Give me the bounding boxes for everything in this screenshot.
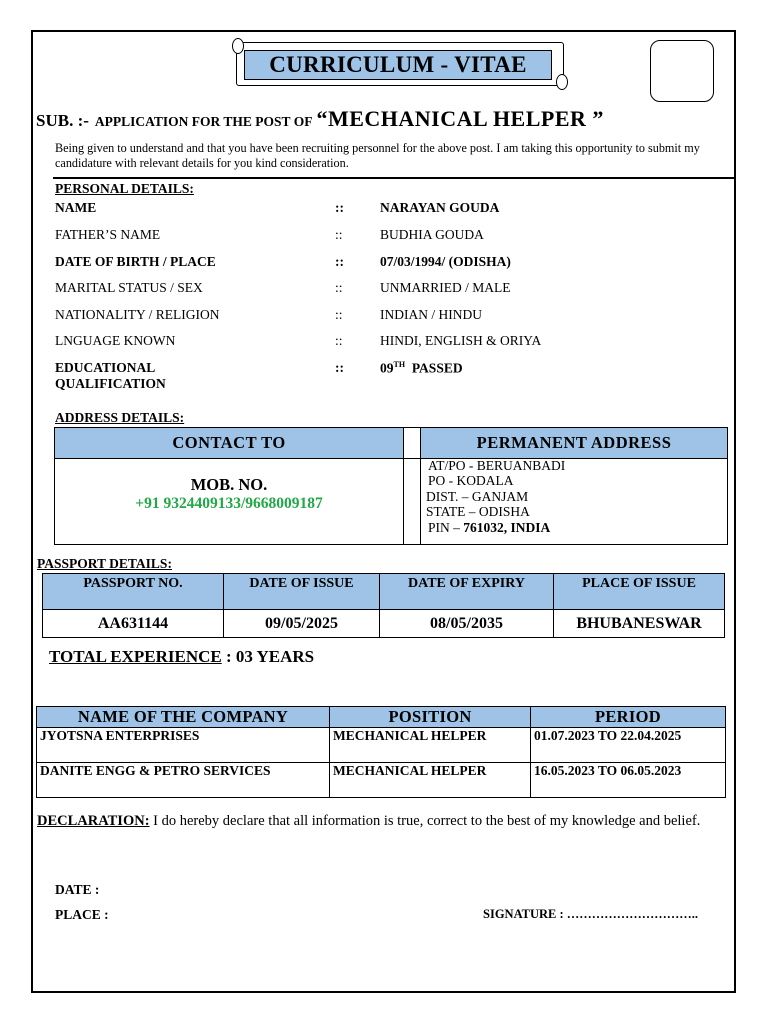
field-label: FATHER’S NAME [55,227,161,242]
permanent-address-header: PERMANENT ADDRESS [421,428,727,459]
total-experience-value: : 03 YEARS [221,647,315,666]
declaration-text: I do hereby declare that all information is true, correct to the best of my knowledge and belief. [149,813,701,829]
period: 16.05.2023 TO 06.05.2023 [531,763,726,798]
field-separator: :: [335,200,344,215]
mobile-label: MOB. NO. [190,475,268,494]
passport-header-cell: PLACE OF ISSUE [554,574,725,610]
total-experience-label: TOTAL EXPERIENCE [49,647,222,666]
divider [53,177,735,179]
subject-prefix: SUB. :- [36,111,89,130]
field-separator: :: [335,333,343,348]
scroll-curl-left [232,38,244,54]
field-label: EDUCATIONAL [55,360,156,375]
subject-line [36,106,604,132]
pin-value: 761032, INDIA [463,520,551,535]
address-pin [428,520,550,536]
address-line: AT/PO - BERUANBADI [428,458,566,473]
scroll-curl-right [556,74,568,90]
column-divider [420,428,421,544]
place-field: PLACE : [55,907,109,922]
education-result: PASSED [411,360,463,376]
address-line: DIST. – GANJAM [426,489,529,504]
field-separator: :: [335,307,343,322]
period: 01.07.2023 TO 22.04.2025 [531,728,726,763]
passport-issue-date: 09/05/2025 [224,610,380,638]
field-value: INDIAN / HINDU [380,307,482,322]
field-value: BUDHIA GOUDA [380,227,484,242]
table-row [37,728,726,763]
position: MECHANICAL HELPER [330,763,531,798]
declaration-label: DECLARATION: [37,813,150,829]
education-level: 09 [380,360,394,376]
header-gap [403,428,421,459]
address-details-heading: ADDRESS DETAILS: [55,410,185,425]
experience-header-cell: PERIOD [531,707,726,728]
passport-header-row [43,574,725,610]
field-label: DATE OF BIRTH / PLACE [55,254,216,269]
column-divider [403,428,404,544]
passport-data-row [43,610,725,638]
mobile-number: +91 9324409133/9668009187 [135,495,323,512]
address-line: PO - KODALA [428,473,514,488]
field-separator: :: [335,227,343,242]
experience-header-row [37,707,726,728]
field-label: NATIONALITY / RELIGION [55,307,220,322]
field-label: MARITAL STATUS / SEX [55,280,203,295]
passport-header-cell: DATE OF ISSUE [224,574,380,610]
subject-text: APPLICATION FOR THE POST OF [94,114,313,129]
position: MECHANICAL HELPER [330,728,531,763]
field-separator: :: [335,254,344,269]
declaration [37,812,727,830]
photo-placeholder [650,40,714,102]
personal-details-heading: PERSONAL DETAILS: [55,181,194,196]
company-name: JYOTSNA ENTERPRISES [37,728,330,763]
passport-details-heading: PASSPORT DETAILS: [37,556,172,571]
subject-post: “MECHANICAL HELPER ” [316,106,604,131]
date-field: DATE : [55,882,100,897]
experience-header-cell: NAME OF THE COMPANY [37,707,330,728]
field-label: LNGUAGE KNOWN [55,333,176,348]
passport-header-cell: PASSPORT NO. [43,574,224,610]
field-value [380,360,463,377]
pin-label: PIN – [428,520,460,535]
experience-table [36,706,726,798]
field-label-line2: QUALIFICATION [55,376,166,391]
field-label: NAME [55,200,97,215]
address-table [54,427,728,545]
intro-paragraph: Being given to understand and that you have been recruiting personnel for the above post. I am taking this opportunity to submit my candidature with relevant details for you kind consideration. [55,141,700,170]
signature-field: SIGNATURE : ………………………….. [483,907,699,921]
field-value: 07/03/1994/ (ODISHA) [380,254,511,269]
experience-header-cell: POSITION [330,707,531,728]
contact-header: CONTACT TO [55,428,403,459]
field-separator: :: [335,360,344,375]
passport-issue-place: BHUBANESWAR [554,610,725,638]
passport-header-cell: DATE OF EXPIRY [380,574,554,610]
field-value: UNMARRIED / MALE [380,280,511,295]
field-separator: :: [335,280,343,295]
address-line: STATE – ODISHA [426,504,530,519]
page-title: CURRICULUM - VITAE [244,50,552,80]
passport-number: AA631144 [43,610,224,638]
total-experience [49,647,314,667]
table-row [37,763,726,798]
field-value: NARAYAN GOUDA [380,200,500,215]
passport-table [42,573,725,638]
company-name: DANITE ENGG & PETRO SERVICES [37,763,330,798]
education-suffix: TH [393,360,406,369]
field-value: HINDI, ENGLISH & ORIYA [380,333,542,348]
title-banner [236,38,564,88]
passport-expiry-date: 08/05/2035 [380,610,554,638]
